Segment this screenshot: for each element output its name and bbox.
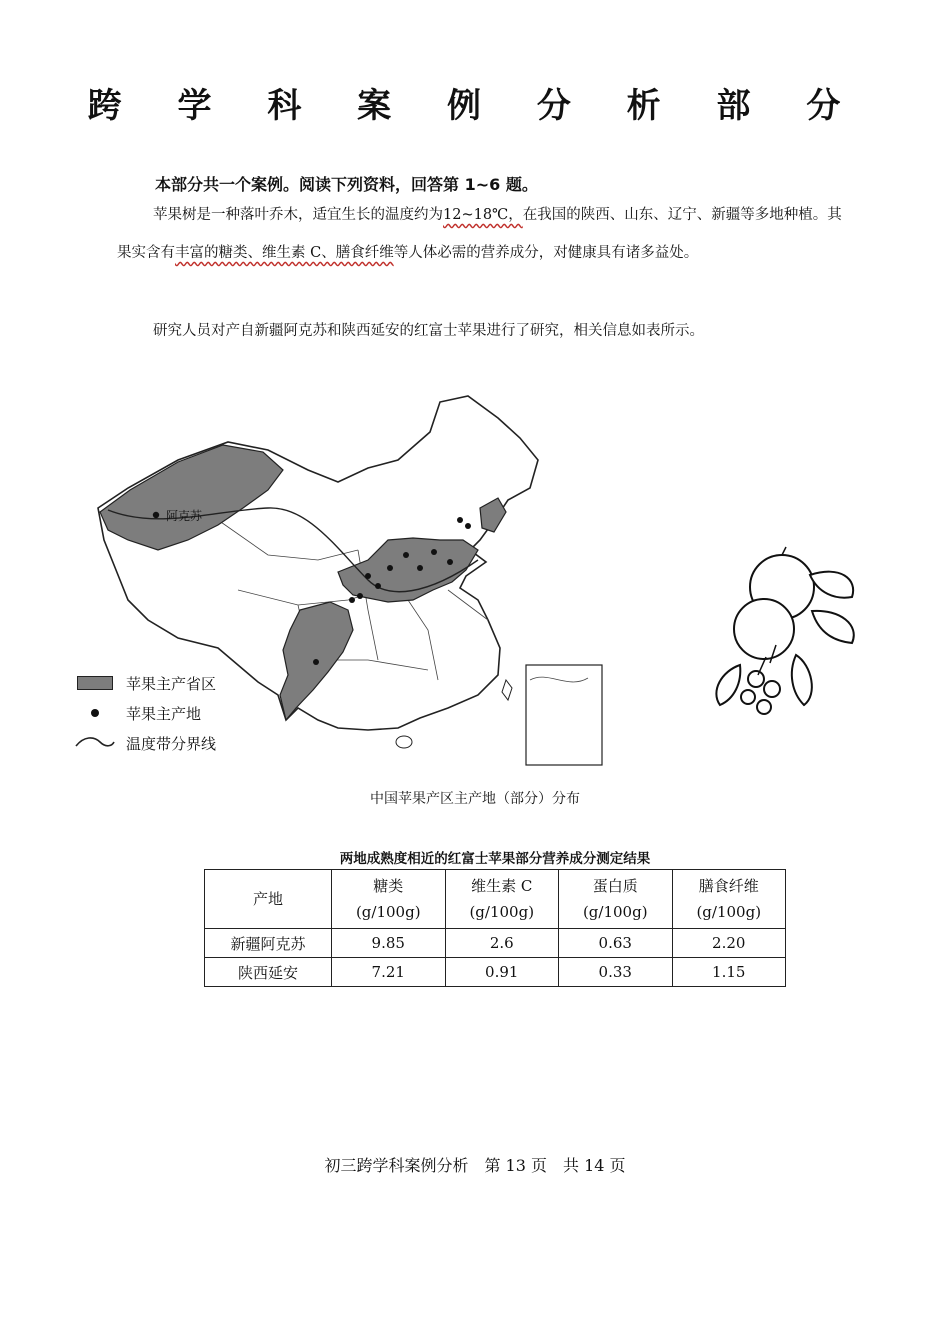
blossom [757, 700, 771, 714]
para1-text-b: 在我国的陕西、山东、辽宁、新疆等多地种植。其果实含有 [117, 207, 842, 261]
legend-province [72, 668, 216, 698]
site-dot [387, 565, 393, 571]
cell-fiber: 1.15 [672, 958, 786, 987]
section-intro: 本部分共一个案例。阅读下列资料，回答第 1~6 题。 [155, 175, 538, 194]
site-dot [465, 523, 471, 529]
para1-text-a: 苹果树是一种落叶乔木，适宜生长的温度约为 [153, 207, 443, 223]
leaf [812, 611, 854, 643]
cell-sugar: 9.85 [332, 929, 446, 958]
cell-sugar: 7.21 [332, 958, 446, 987]
site-dot [447, 559, 453, 565]
cell-place: 陕西延安 [205, 958, 332, 987]
site-dot [349, 597, 355, 603]
legend-province-label: 苹果主产省区 [126, 674, 217, 693]
site-dot [417, 565, 423, 571]
header-place: 产地 [205, 870, 332, 929]
header-vitamin-c: 维生素 C (g/100g) [445, 870, 559, 929]
header-sugar: 糖类 (g/100g) [332, 870, 446, 929]
blossom [764, 681, 780, 697]
blossom [741, 690, 755, 704]
south-china-sea-inset [526, 665, 602, 765]
para1-nutrients: 丰富的糖类、维生素 C、膳食纤维 [175, 245, 394, 261]
island-hainan [396, 736, 412, 748]
nutrition-table [204, 869, 786, 987]
header-fiber: 膳食纤维 (g/100g) [672, 870, 786, 929]
table-header-row [205, 870, 786, 929]
wave-line-icon [72, 733, 118, 753]
paragraph-apple-intro [117, 196, 852, 272]
para1-text-c: 等人体必需的营养成分，对健康具有诸多益处。 [393, 245, 699, 261]
site-aksu [153, 512, 159, 518]
blossom [748, 671, 764, 687]
page-footer: 初三跨学科案例分析 第 13 页 共 14 页 [324, 1156, 626, 1175]
site-dot [357, 593, 363, 599]
cell-protein: 0.63 [559, 929, 673, 958]
apple-lower [734, 599, 794, 659]
site-dot [365, 573, 371, 579]
table-caption: 两地成熟度相近的红富士苹果部分营养成分测定结果 [339, 851, 651, 867]
site-dot [403, 552, 409, 558]
cell-vitamin-c: 2.6 [445, 929, 559, 958]
cell-fiber: 2.20 [672, 929, 786, 958]
legend-boundary [72, 728, 216, 758]
table-row [205, 958, 786, 987]
cell-vitamin-c: 0.91 [445, 958, 559, 987]
para1-temperature: 12~18℃， [443, 207, 523, 223]
leaf [716, 665, 740, 705]
header-protein: 蛋白质 (g/100g) [559, 870, 673, 929]
table-row [205, 929, 786, 958]
site-dot [375, 583, 381, 589]
dot-icon [72, 703, 118, 723]
island-taiwan [502, 680, 512, 700]
cell-protein: 0.33 [559, 958, 673, 987]
map-caption: 中国苹果产区主产地（部分）分布 [370, 791, 580, 807]
paragraph-research: 研究人员对产自新疆阿克苏和陕西延安的红富士苹果进行了研究，相关信息如表所示。 [153, 323, 704, 339]
cell-place: 新疆阿克苏 [205, 929, 332, 958]
page-title: 跨 学 科 案 例 分 析 部 分 [87, 86, 863, 126]
map-label-aksu: 阿克苏 [166, 509, 203, 523]
leaf [810, 572, 853, 598]
leaf [792, 655, 812, 705]
legend-site-label: 苹果主产地 [126, 704, 202, 723]
site-dot [313, 659, 319, 665]
legend-site [72, 698, 216, 728]
site-dot [457, 517, 463, 523]
site-dot [431, 549, 437, 555]
map-legend [72, 668, 216, 758]
apple-illustration [700, 545, 870, 735]
legend-boundary-label: 温度带分界线 [126, 734, 217, 753]
province-swatch-icon [72, 673, 118, 693]
